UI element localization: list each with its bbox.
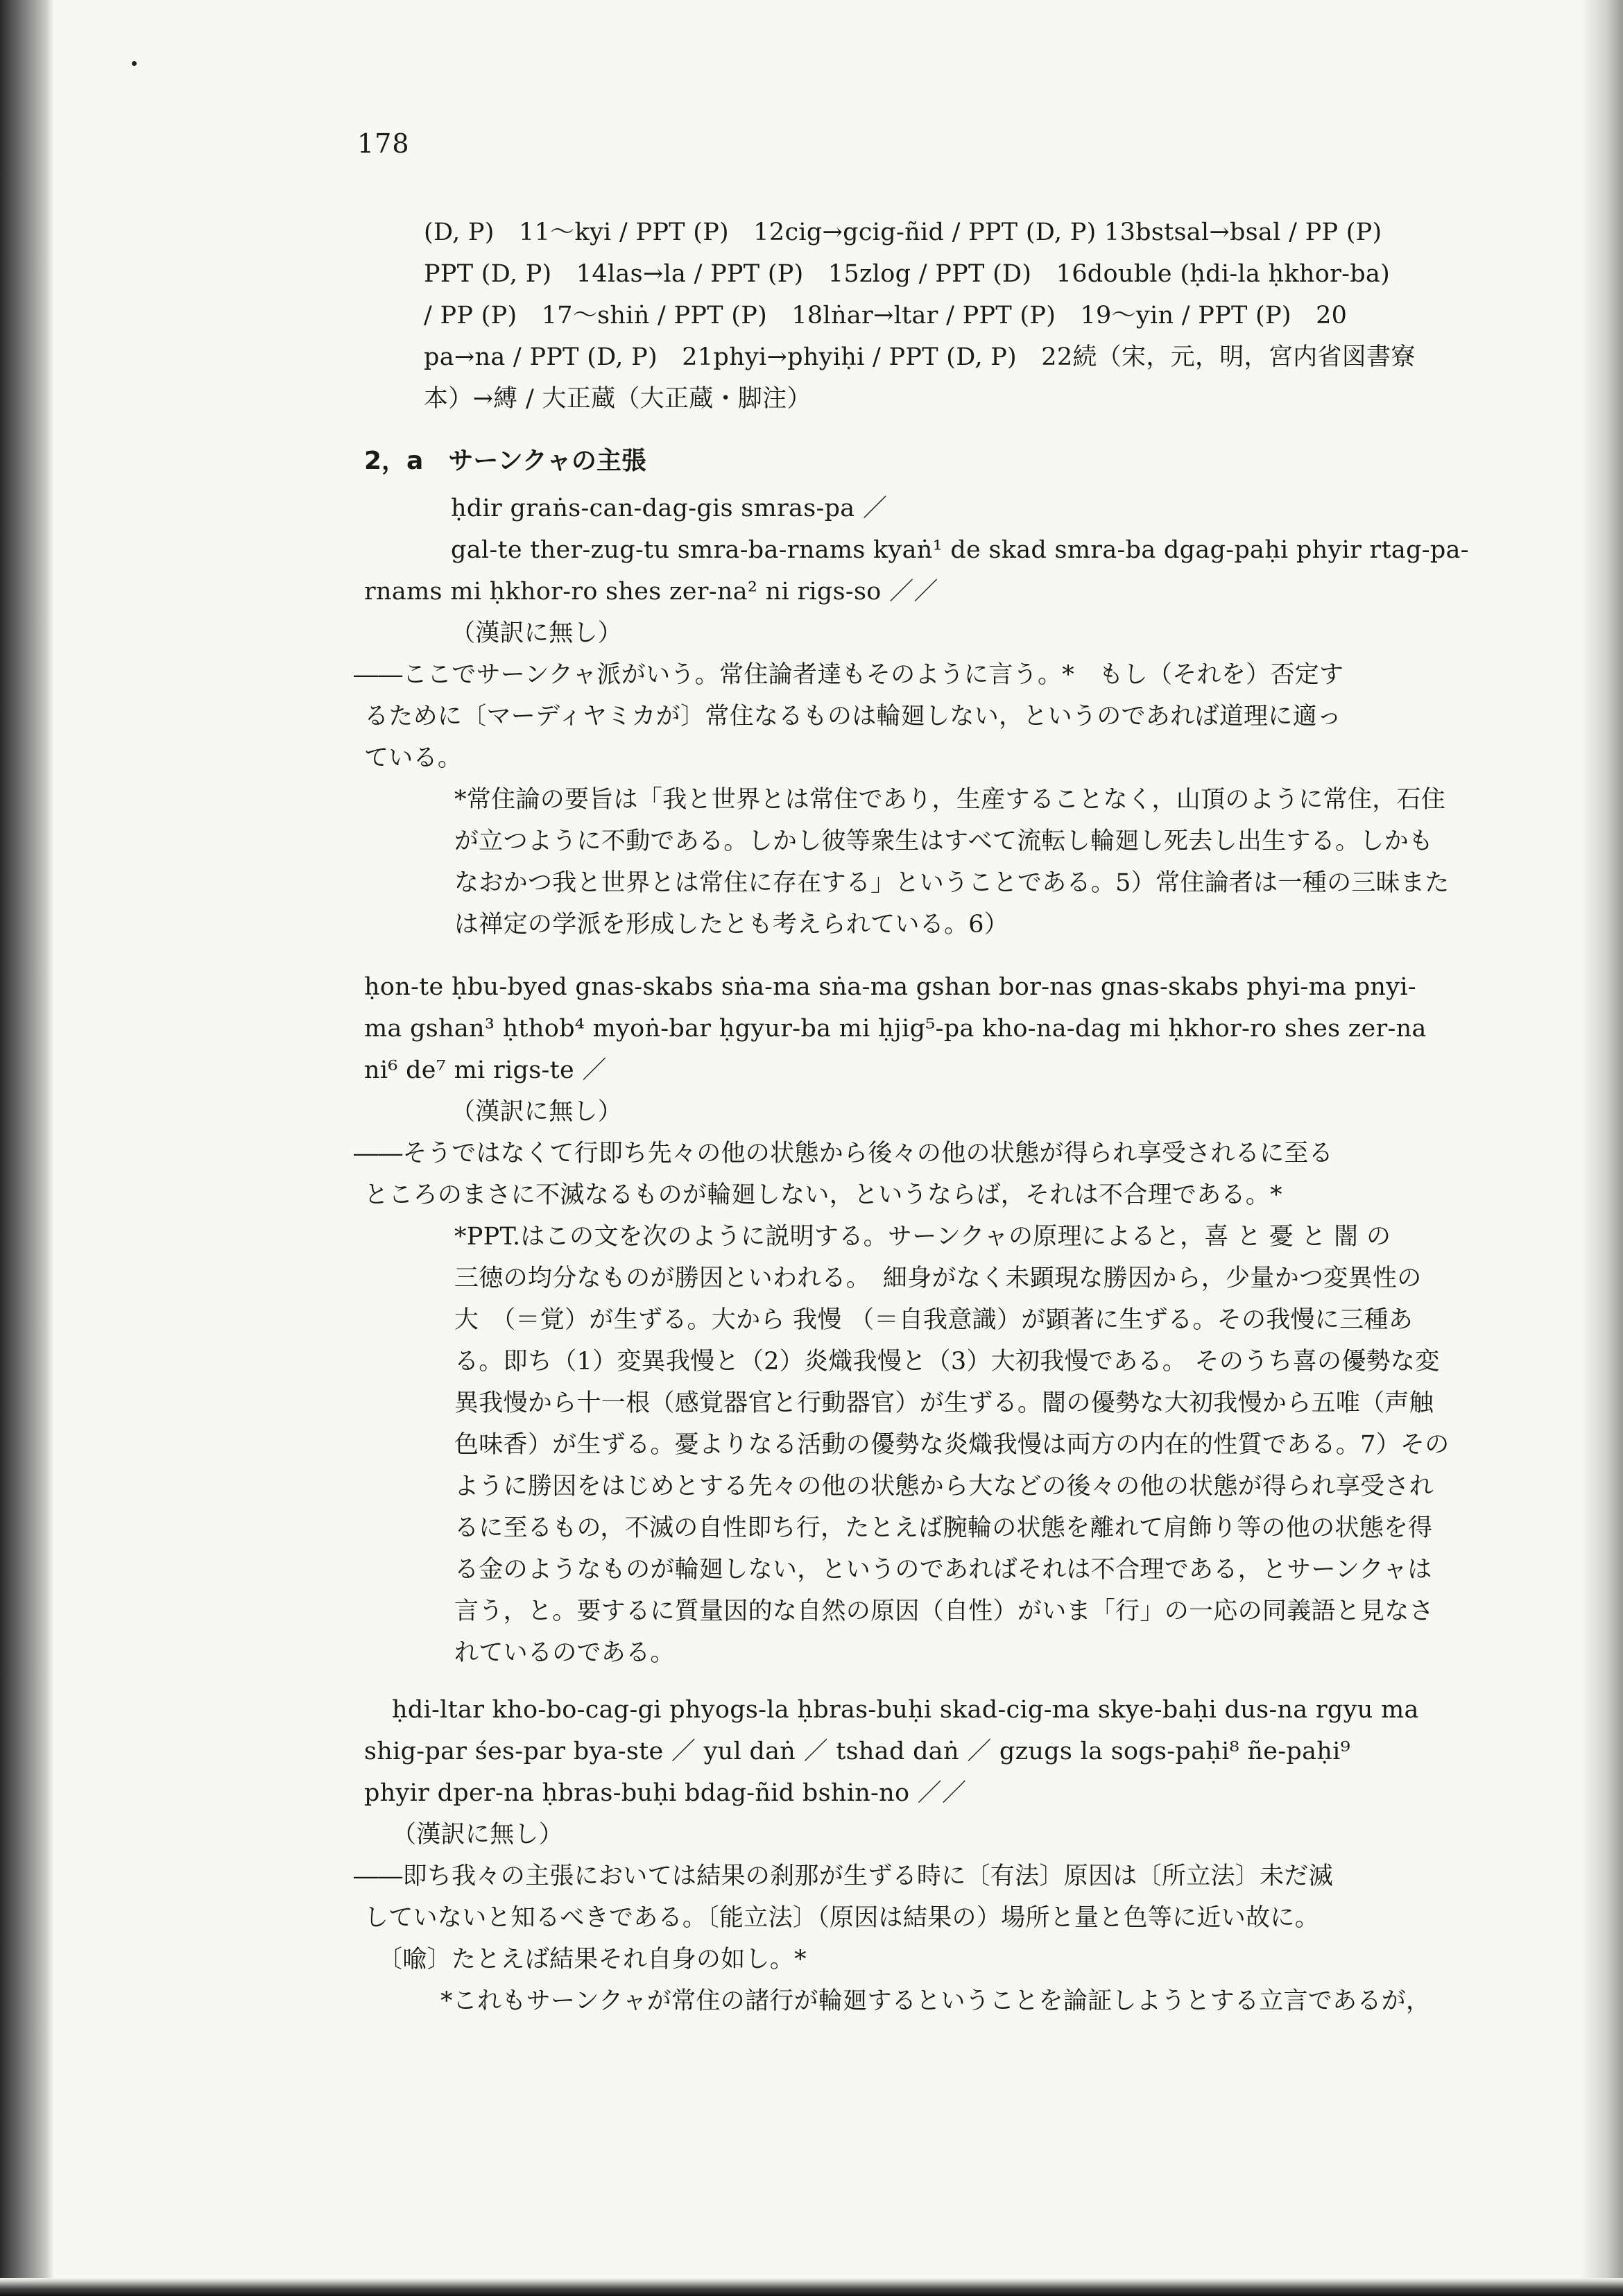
page-content — [354, 212, 1533, 2022]
tibetan-line: rnams mi ḥkhor-ro shes zer-na² ni rigs-so ／／ — [364, 578, 938, 606]
no-chinese-note: （漢訳に無し） — [451, 619, 623, 647]
translation-line: ――即ち我々の主張においては結果の刹那が生ずる時に〔有法〕原因は〔所立法〕未だ滅 — [354, 1862, 1334, 1890]
translation-line: ている。 — [364, 744, 463, 772]
footnote-line: *これもサーンクャが常住の諸行が輪廻するということを論証しようとする立言であるが， — [440, 1987, 1431, 2015]
translation-line: ――ここでサーンクャ派がいう。常住論者達もそのように言う。* もし（それを）否定す — [354, 661, 1344, 689]
passage-3 — [354, 1689, 1533, 2022]
translation-line: していないと知るべきである。〔能立法〕（原因は結果の）場所と量と色等に近い故に。 — [364, 1904, 1320, 1932]
footnote-line: は禅定の学派を形成したとも考えられている。6） — [454, 911, 1009, 939]
tibetan-line: ḥon-te ḥbu-byed gnas-skabs sṅa-ma sṅa-ma gshan bor-nas gnas-skabs phyi-ma pnyi- — [364, 973, 1416, 1001]
notes-line: 本）→縛 / 大正蔵（大正蔵・脚注） — [424, 385, 812, 413]
tibetan-line: phyir dper-na ḥbras-buḥi bdag-ñid bshin-no ／／ — [364, 1779, 967, 1807]
footnote-line: ように勝因をはじめとする先々の他の状態から大などの後々の他の状態が得られ享受され — [454, 1473, 1434, 1500]
no-chinese-note: （漢訳に無し） — [451, 1098, 623, 1126]
translation-line: ――そうではなくて行即ち先々の他の状態から後々の他の状態が得られ享受されるに至る — [354, 1140, 1334, 1167]
no-chinese-note: （漢訳に無し） — [392, 1821, 564, 1849]
scan-left-edge — [0, 0, 54, 2296]
footnote-line: 大 （＝覚）が生ずる。大から 我慢 （＝自我意識）が顕著に生ずる。その我慢に三種あ — [454, 1306, 1414, 1334]
footnote-line: 言う，と。要するに質量因的な自然の原因（自性）がいま「行」の一応の同義語と見なさ — [454, 1597, 1434, 1625]
scan-right-edge — [1581, 0, 1623, 2296]
tibetan-line: ḥdi-ltar kho-bo-cag-gi phyogs-la ḥbras-buḥi skad-cig-ma skye-baḥi dus-na rgyu ma — [392, 1696, 1419, 1724]
footnote-line: るに至るもの，不滅の自性即ち行，たとえば腕輪の状態を離れて肩飾り等の他の状態を得 — [454, 1514, 1433, 1542]
footnote-line: る金のようなものが輪廻しない，というのであればそれは不合理である，とサーンクャは — [454, 1556, 1432, 1584]
notes-line: pa→na / PPT (D, P) 21phyi→phyiḥi / PPT (D, P) 22続（宋，元，明，宮内省図書寮 — [424, 343, 1416, 371]
footnote-line: れているのである。 — [454, 1639, 675, 1667]
footnote-line: が立つように不動である。しかし彼等衆生はすべて流転し輪廻し死去し出生する。しかも — [454, 828, 1434, 855]
variant-notes — [364, 212, 1533, 420]
footnote-line: なおかつ我と世界とは常住に存在する」ということである。5）常住論者は一種の三昧また — [454, 869, 1450, 897]
passage-1 — [354, 488, 1533, 945]
footnote-line: 異我慢から十一根（感覚器官と行動器官）が生ずる。闇の優勢な大初我慢から五唯（声触 — [454, 1389, 1434, 1417]
footnote-line: る。即ち（1）変異我慢と（2）炎熾我慢と（3）大初我慢である。 そのうち喜の優勢な変 — [454, 1348, 1440, 1376]
footnote-line: *PPT.はこの文を次のように説明する。サーンクャの原理によると，喜 と 憂 と 闇 の — [454, 1223, 1391, 1251]
page-number: 178 — [357, 128, 410, 159]
footnote-line: *常住論の要旨は「我と世界とは常住であり，生産することなく，山頂のように常住，石住 — [454, 786, 1446, 814]
translation-line: ところのまさに不滅なるものが輪廻しない，というならば，それは不合理である。* — [364, 1181, 1282, 1209]
tibetan-line: ma gshan³ ḥthob⁴ myoṅ-bar ḥgyur-ba mi ḥjig⁵-pa kho-na-dag mi ḥkhor-ro shes zer-na — [364, 1015, 1427, 1043]
tibetan-line: shig-par śes-par bya-ste ／ yul daṅ ／ tshad daṅ ／ gzugs la sogs-paḥi⁸ ñe-paḥi⁹ — [364, 1738, 1350, 1765]
scan-speck — [132, 61, 137, 66]
tibetan-line: gal-te ther-zug-tu smra-ba-rnams kyaṅ¹ de skad smra-ba dgag-paḥi phyir rtag-pa- — [451, 536, 1469, 564]
notes-line: PPT (D, P) 14las→la / PPT (P) 15zlog / PPT (D) 16double (ḥdi-la ḥkhor-ba) — [424, 260, 1391, 288]
scan-bottom-edge — [0, 2278, 1623, 2296]
translation-line: 〔喩〕たとえば結果それ自身の如し。* — [378, 1946, 807, 1973]
tibetan-line: ḥdir graṅs-can-dag-gis smras-pa ／ — [451, 495, 888, 522]
footnote-line: 三徳の均分なものが勝因といわれる。 細身がなく未顕現な勝因から，少量かつ変異性の — [454, 1265, 1422, 1292]
tibetan-line: ni⁶ de⁷ mi rigs-te ／ — [364, 1056, 607, 1084]
footnote-line: 色味香）が生ずる。憂よりなる活動の優勢な炎熾我慢は両方の内在的性質である。7）その — [454, 1431, 1450, 1459]
translation-line: るために〔マーディヤミカが〕常住なるものは輪廻しない，というのであれば道理に適っ — [364, 703, 1342, 730]
notes-line: / PP (P) 17～shiṅ / PPT (P) 18lṅar→ltar / PPT (P) 19～yin / PPT (P) 20 — [424, 302, 1348, 329]
notes-line: (D, P) 11～kyi / PPT (P) 12cig→gcig-ñid / PPT (D, P) 13bstsal→bsal / PP (P) — [424, 219, 1382, 246]
section-heading: 2，a サーンクャの主張 — [364, 447, 646, 475]
passage-2 — [354, 966, 1533, 1674]
